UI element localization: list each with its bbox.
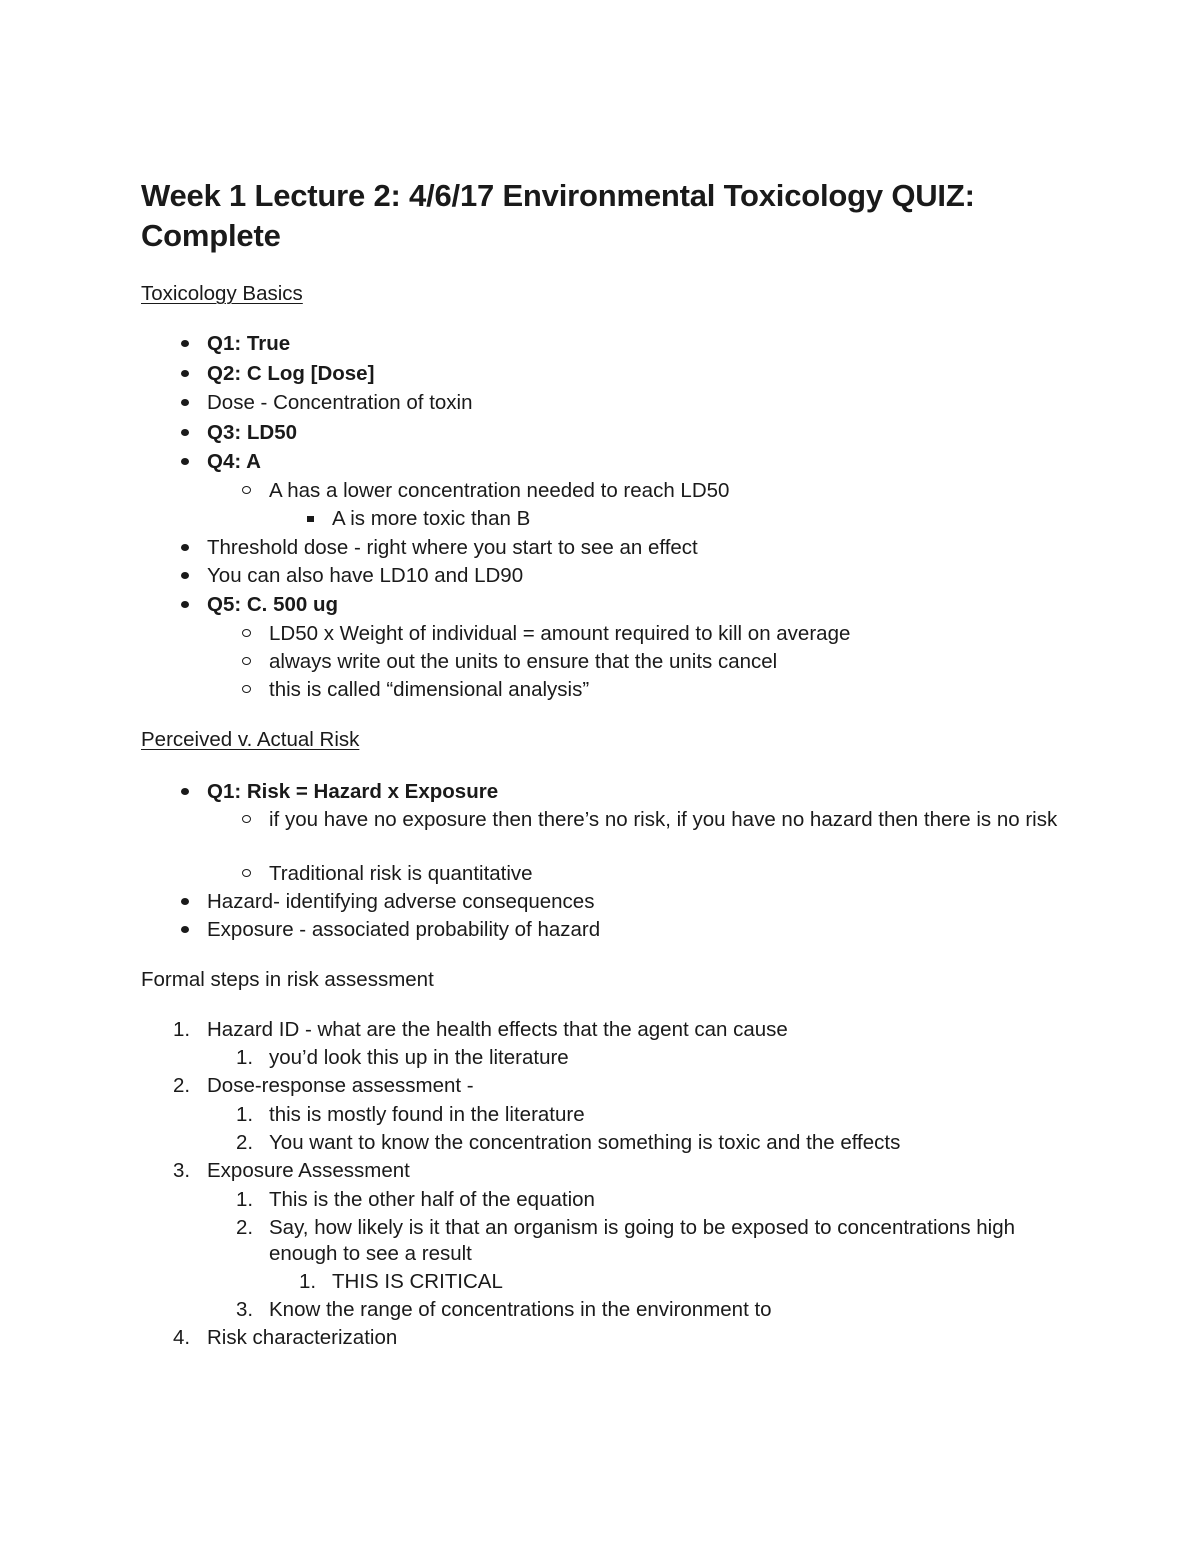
section-heading-formal-steps: Formal steps in risk assessment: [141, 968, 434, 991]
list-item: A has a lower concentration needed to reach LD50: [269, 478, 729, 504]
list-item: Dose - Concentration of toxin: [207, 390, 473, 416]
list-item: Threshold dose - right where you start to see an effect: [207, 535, 698, 561]
list-item: 1. Hazard ID - what are the health effects that the agent can cause: [173, 1018, 788, 1041]
page-title: Week 1 Lecture 2: 4/6/17 Environmental Toxicology QUIZ: Complete: [141, 178, 975, 253]
list-item: 2. Dose-response assessment -: [173, 1074, 474, 1097]
list-item: 3. Know the range of concentrations in the environment to: [236, 1298, 772, 1321]
section-heading-toxicology-basics: Toxicology Basics: [141, 282, 303, 305]
list-item: Hazard- identifying adverse consequences: [207, 889, 594, 915]
list-item: Q5: C. 500 ug: [207, 592, 338, 618]
section-heading-perceived-risk: Perceived v. Actual Risk: [141, 728, 360, 751]
list-number: 4.: [173, 1326, 191, 1349]
bullet-circle-icon: [242, 486, 251, 494]
list-number: 2.: [236, 1216, 254, 1239]
bullet-disc-icon: [181, 898, 189, 905]
list-item: 1. THIS IS CRITICAL: [299, 1270, 503, 1293]
list-number: 1.: [299, 1270, 317, 1293]
list-item: A is more toxic than B: [332, 506, 530, 532]
bullet-disc-icon: [181, 458, 189, 465]
list-item: 3. Exposure Assessment: [173, 1159, 410, 1182]
bullet-circle-icon: [242, 815, 251, 823]
bullet-disc-icon: [181, 572, 189, 579]
list-item: Q1: Risk = Hazard x Exposure: [207, 779, 498, 805]
bullet-circle-icon: [242, 657, 251, 665]
list-item: Traditional risk is quantitative: [269, 861, 533, 887]
list-item: 4. Risk characterization: [173, 1326, 398, 1349]
bullet-square-icon: [307, 516, 314, 522]
bullet-disc-icon: [181, 788, 189, 795]
list-number: 3.: [173, 1159, 191, 1182]
list-item: 1. This is the other half of the equation: [236, 1188, 595, 1211]
bullet-disc-icon: [181, 601, 189, 608]
list-number: 1.: [236, 1103, 254, 1126]
list-item: Q3: LD50: [207, 420, 297, 446]
bullet-disc-icon: [181, 340, 189, 347]
list-item: You can also have LD10 and LD90: [207, 563, 523, 589]
bullet-disc-icon: [181, 926, 189, 933]
bullet-disc-icon: [181, 429, 189, 436]
list-item: 2. You want to know the concentration something is toxic and the effects: [236, 1131, 901, 1154]
list-item: Exposure - associated probability of hazard: [207, 917, 600, 943]
bullet-disc-icon: [181, 544, 189, 551]
list-item: Q2: C Log [Dose]: [207, 361, 374, 387]
list-item: Q4: A: [207, 449, 261, 475]
list-item: if you have no exposure then there’s no risk, if you have no hazard then there is no risk: [269, 807, 1059, 833]
list-number: 3.: [236, 1298, 254, 1321]
list-number: 1.: [236, 1188, 254, 1211]
bullet-circle-icon: [242, 629, 251, 637]
bullet-disc-icon: [181, 399, 189, 406]
bullet-circle-icon: [242, 869, 251, 877]
bullet-circle-icon: [242, 685, 251, 693]
list-number: 1.: [173, 1018, 191, 1041]
list-item: 2. Say, how likely is it that an organism is going to be exposed to concentrations high enough to see a result: [236, 1216, 1016, 1265]
list-item: Q1: True: [207, 331, 290, 357]
bullet-disc-icon: [181, 370, 189, 377]
list-number: 2.: [236, 1131, 254, 1154]
list-item: 1. you’d look this up in the literature: [236, 1046, 569, 1069]
list-item: LD50 x Weight of individual = amount required to kill on average: [269, 621, 850, 647]
list-number: 1.: [236, 1046, 254, 1069]
list-item: this is called “dimensional analysis”: [269, 677, 589, 703]
list-number: 2.: [173, 1074, 191, 1097]
list-item: always write out the units to ensure that the units cancel: [269, 649, 777, 675]
list-item: 1. this is mostly found in the literature: [236, 1103, 585, 1126]
